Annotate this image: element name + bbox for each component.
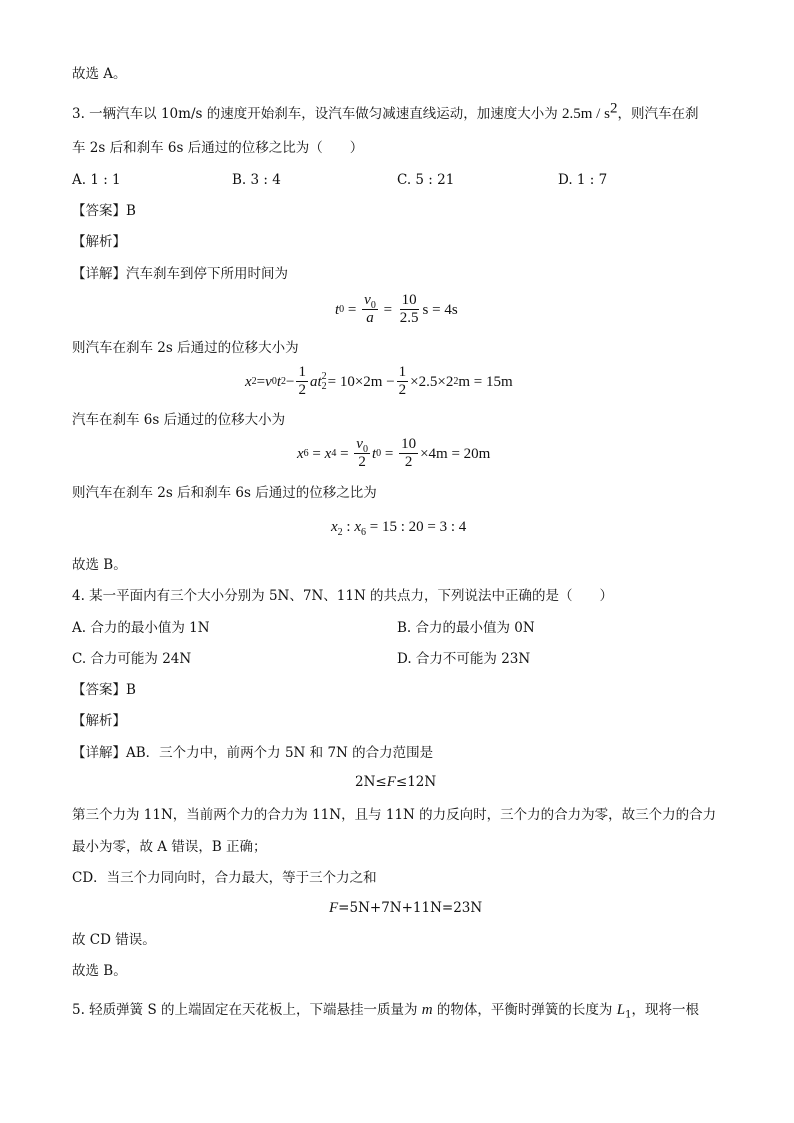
- q4-detail: 【详解】AB．三个力中，前两个力 5N 和 7N 的合力范围是: [72, 745, 434, 761]
- q3-equation-ratio: $x_2$ : $x_6 = 15$ : 20 = 3 : 4: [331, 519, 467, 538]
- q4-option-d: D. 合力不可能为 23N: [397, 651, 531, 667]
- q4-option-b: B. 合力的最小值为 0N: [397, 620, 535, 636]
- q3-detail: 【详解】汽车刹车到停下所用时间为: [72, 266, 288, 282]
- q3-option-a: A. 1 : 1: [72, 172, 121, 188]
- q3-option-c: C. 5 : 21: [397, 172, 455, 188]
- q4-cd-conclusion: 故 CD 错误。: [72, 932, 156, 948]
- q3-equation-stop-time: t 0 = $\frac{v_0}{a}$ = $\frac{10}{2.5}$ s = 4s: [335, 292, 458, 326]
- q4-cd-line: CD．当三个力同向时，合力最大，等于三个力之和: [72, 870, 377, 886]
- q2-conclusion: 故选 A。: [72, 66, 127, 82]
- q3-stem-line2: 车 2s 后和刹车 6s 后通过的位移之比为（ ）: [72, 140, 364, 156]
- q4-option-a: A. 合力的最小值为 1N: [72, 620, 210, 636]
- q3-conclusion: 故选 B。: [72, 557, 127, 573]
- q3-stem-line1: 3. 一辆汽车以 10m/s 的速度开始刹车，设汽车做匀减速直线运动，加速度大小为 $2.5m / s^2$，则汽车在刹: [72, 100, 699, 122]
- q3-line-ratio: 则汽车在刹车 2s 后和刹车 6s 后通过的位移之比为: [72, 485, 377, 501]
- q4-option-c: C. 合力可能为 24N: [72, 651, 192, 667]
- q4-equation-range: 2N≤F≤12N: [355, 774, 437, 790]
- q4-equation-sum: F=5N+7N+11N=23N: [329, 900, 483, 916]
- q3-option-d: D. 1 : 7: [558, 172, 608, 188]
- q4-stem: 4. 某一平面内有三个大小分别为 5N、7N、11N 的共点力，下列说法中正确的是（ ）: [72, 588, 614, 604]
- q4-body-line1: 第三个力为 11N，当前两个力的合力为 11N，且与 11N 的力反向时，三个力的合力为零，故三个力的合力: [72, 807, 717, 823]
- q4-body-line2: 最小为零，故 A 错误，B 正确；: [72, 839, 267, 855]
- q4-answer: 【答案】B: [72, 682, 136, 698]
- q3-line-x2: 则汽车在刹车 2s 后通过的位移大小为: [72, 340, 299, 356]
- q4-analysis-heading: 【解析】: [72, 713, 126, 729]
- q3-equation-x2: x 2 = v 0 t 2 − $\frac{1}{2}$ at 2 2 = 10×2m − $\frac{1}{2}$ ×2.5×2 2 m = 15m: [245, 364, 513, 398]
- q5-stem: 5. 轻质弹簧 S 的上端固定在天花板上，下端悬挂一质量为 m 的物体，平衡时弹簧的长度为 $L_1$，现将一根: [72, 1002, 699, 1021]
- q3-equation-x6: x 6 = x 4 = $\frac{v_0}{2}$ t 0 = $\frac{10}{2}$ ×4m = 20m: [297, 436, 491, 470]
- q3-analysis-heading: 【解析】: [72, 234, 126, 250]
- q3-answer: 【答案】B: [72, 203, 136, 219]
- q4-conclusion: 故选 B。: [72, 963, 127, 979]
- q3-option-b: B. 3 : 4: [232, 172, 281, 188]
- q3-line-x6: 汽车在刹车 6s 后通过的位移大小为: [72, 412, 286, 428]
